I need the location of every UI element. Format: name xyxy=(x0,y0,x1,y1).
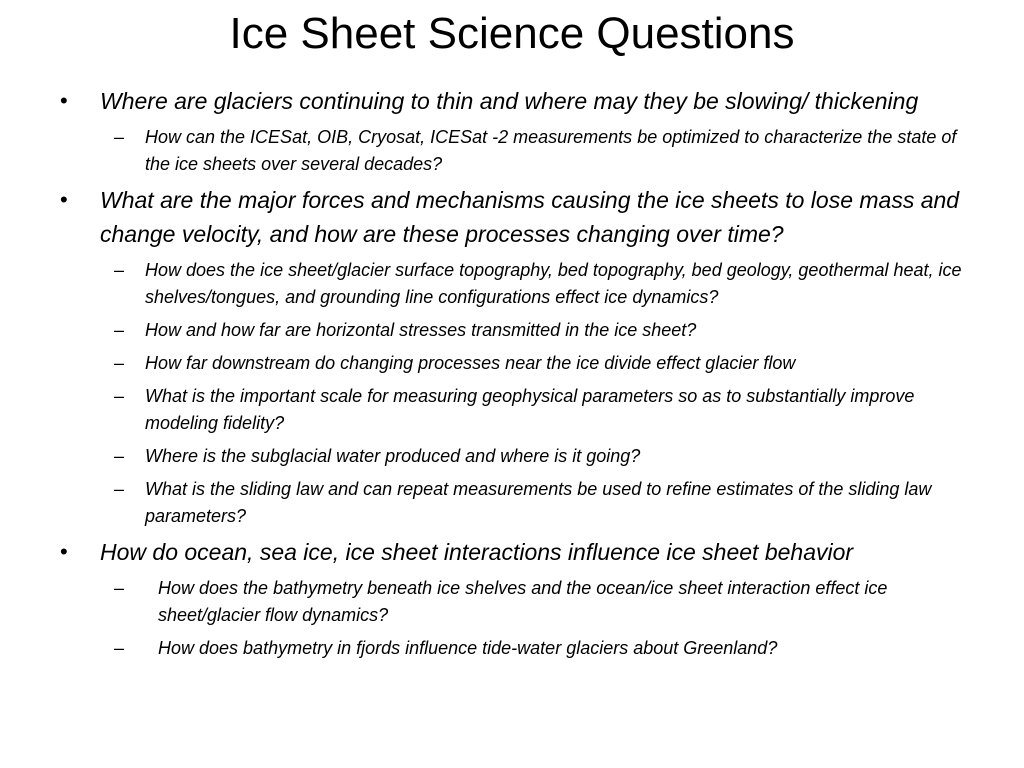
sub-question xyxy=(58,635,966,662)
sub-question-text: What is the sliding law and can repeat measurements be used to refine estimates of the sliding law parameters? xyxy=(145,479,932,526)
bullet-list xyxy=(58,84,966,662)
question-text: How do ocean, sea ice, ice sheet interactions influence ice sheet behavior xyxy=(100,539,854,565)
question-2 xyxy=(58,183,966,251)
bullet-marker: • xyxy=(60,539,68,564)
dash-marker: – xyxy=(114,446,125,466)
dash-marker: – xyxy=(114,260,125,280)
question-1 xyxy=(58,84,966,118)
question-text: What are the major forces and mechanisms causing the ice sheets to lose mass and change velocity, and how are these processes changing over time? xyxy=(100,187,960,247)
bullet-marker: • xyxy=(60,187,68,212)
sub-question xyxy=(58,317,966,344)
sub-question xyxy=(58,124,966,178)
dash-marker: – xyxy=(114,638,125,658)
sub-question-text: How does bathymetry in fjords influence tide-water glaciers about Greenland? xyxy=(158,638,778,658)
dash-marker: – xyxy=(114,386,125,406)
dash-marker: – xyxy=(114,353,125,373)
sub-question xyxy=(58,350,966,377)
dash-marker: – xyxy=(114,578,125,598)
sub-question-text: How can the ICESat, OIB, Cryosat, ICESat -2 measurements be optimized to characterize the state of the ice sheets over several decades? xyxy=(145,127,957,174)
sub-question-text: How does the ice sheet/glacier surface topography, bed topography, bed geology, geothermal heat, ice shelves/tongues, and grounding line configurations effect ice dynamics? xyxy=(145,260,962,307)
sub-question xyxy=(58,383,966,437)
sub-question xyxy=(58,443,966,470)
sub-question-text: How far downstream do changing processes near the ice divide effect glacier flow xyxy=(145,353,796,373)
sub-question-text: How and how far are horizontal stresses transmitted in the ice sheet? xyxy=(145,320,697,340)
sub-question-text: What is the important scale for measuring geophysical parameters so as to substantially improve modeling fidelity? xyxy=(145,386,915,433)
slide-title: Ice Sheet Science Questions xyxy=(229,9,795,58)
sub-question xyxy=(58,257,966,311)
bullet-marker: • xyxy=(60,88,68,113)
question-text: Where are glaciers continuing to thin and where may they be slowing/ thickening xyxy=(100,88,919,114)
sub-question-text: How does the bathymetry beneath ice shelves and the ocean/ice sheet interaction effect ice sheet/glacier flow dynamics? xyxy=(158,578,888,625)
dash-marker: – xyxy=(114,127,125,147)
question-3 xyxy=(58,535,966,569)
dash-marker: – xyxy=(114,479,125,499)
sub-question xyxy=(58,575,966,629)
sub-question xyxy=(58,476,966,530)
dash-marker: – xyxy=(114,320,125,340)
sub-question-text: Where is the subglacial water produced and where is it going? xyxy=(145,446,641,466)
